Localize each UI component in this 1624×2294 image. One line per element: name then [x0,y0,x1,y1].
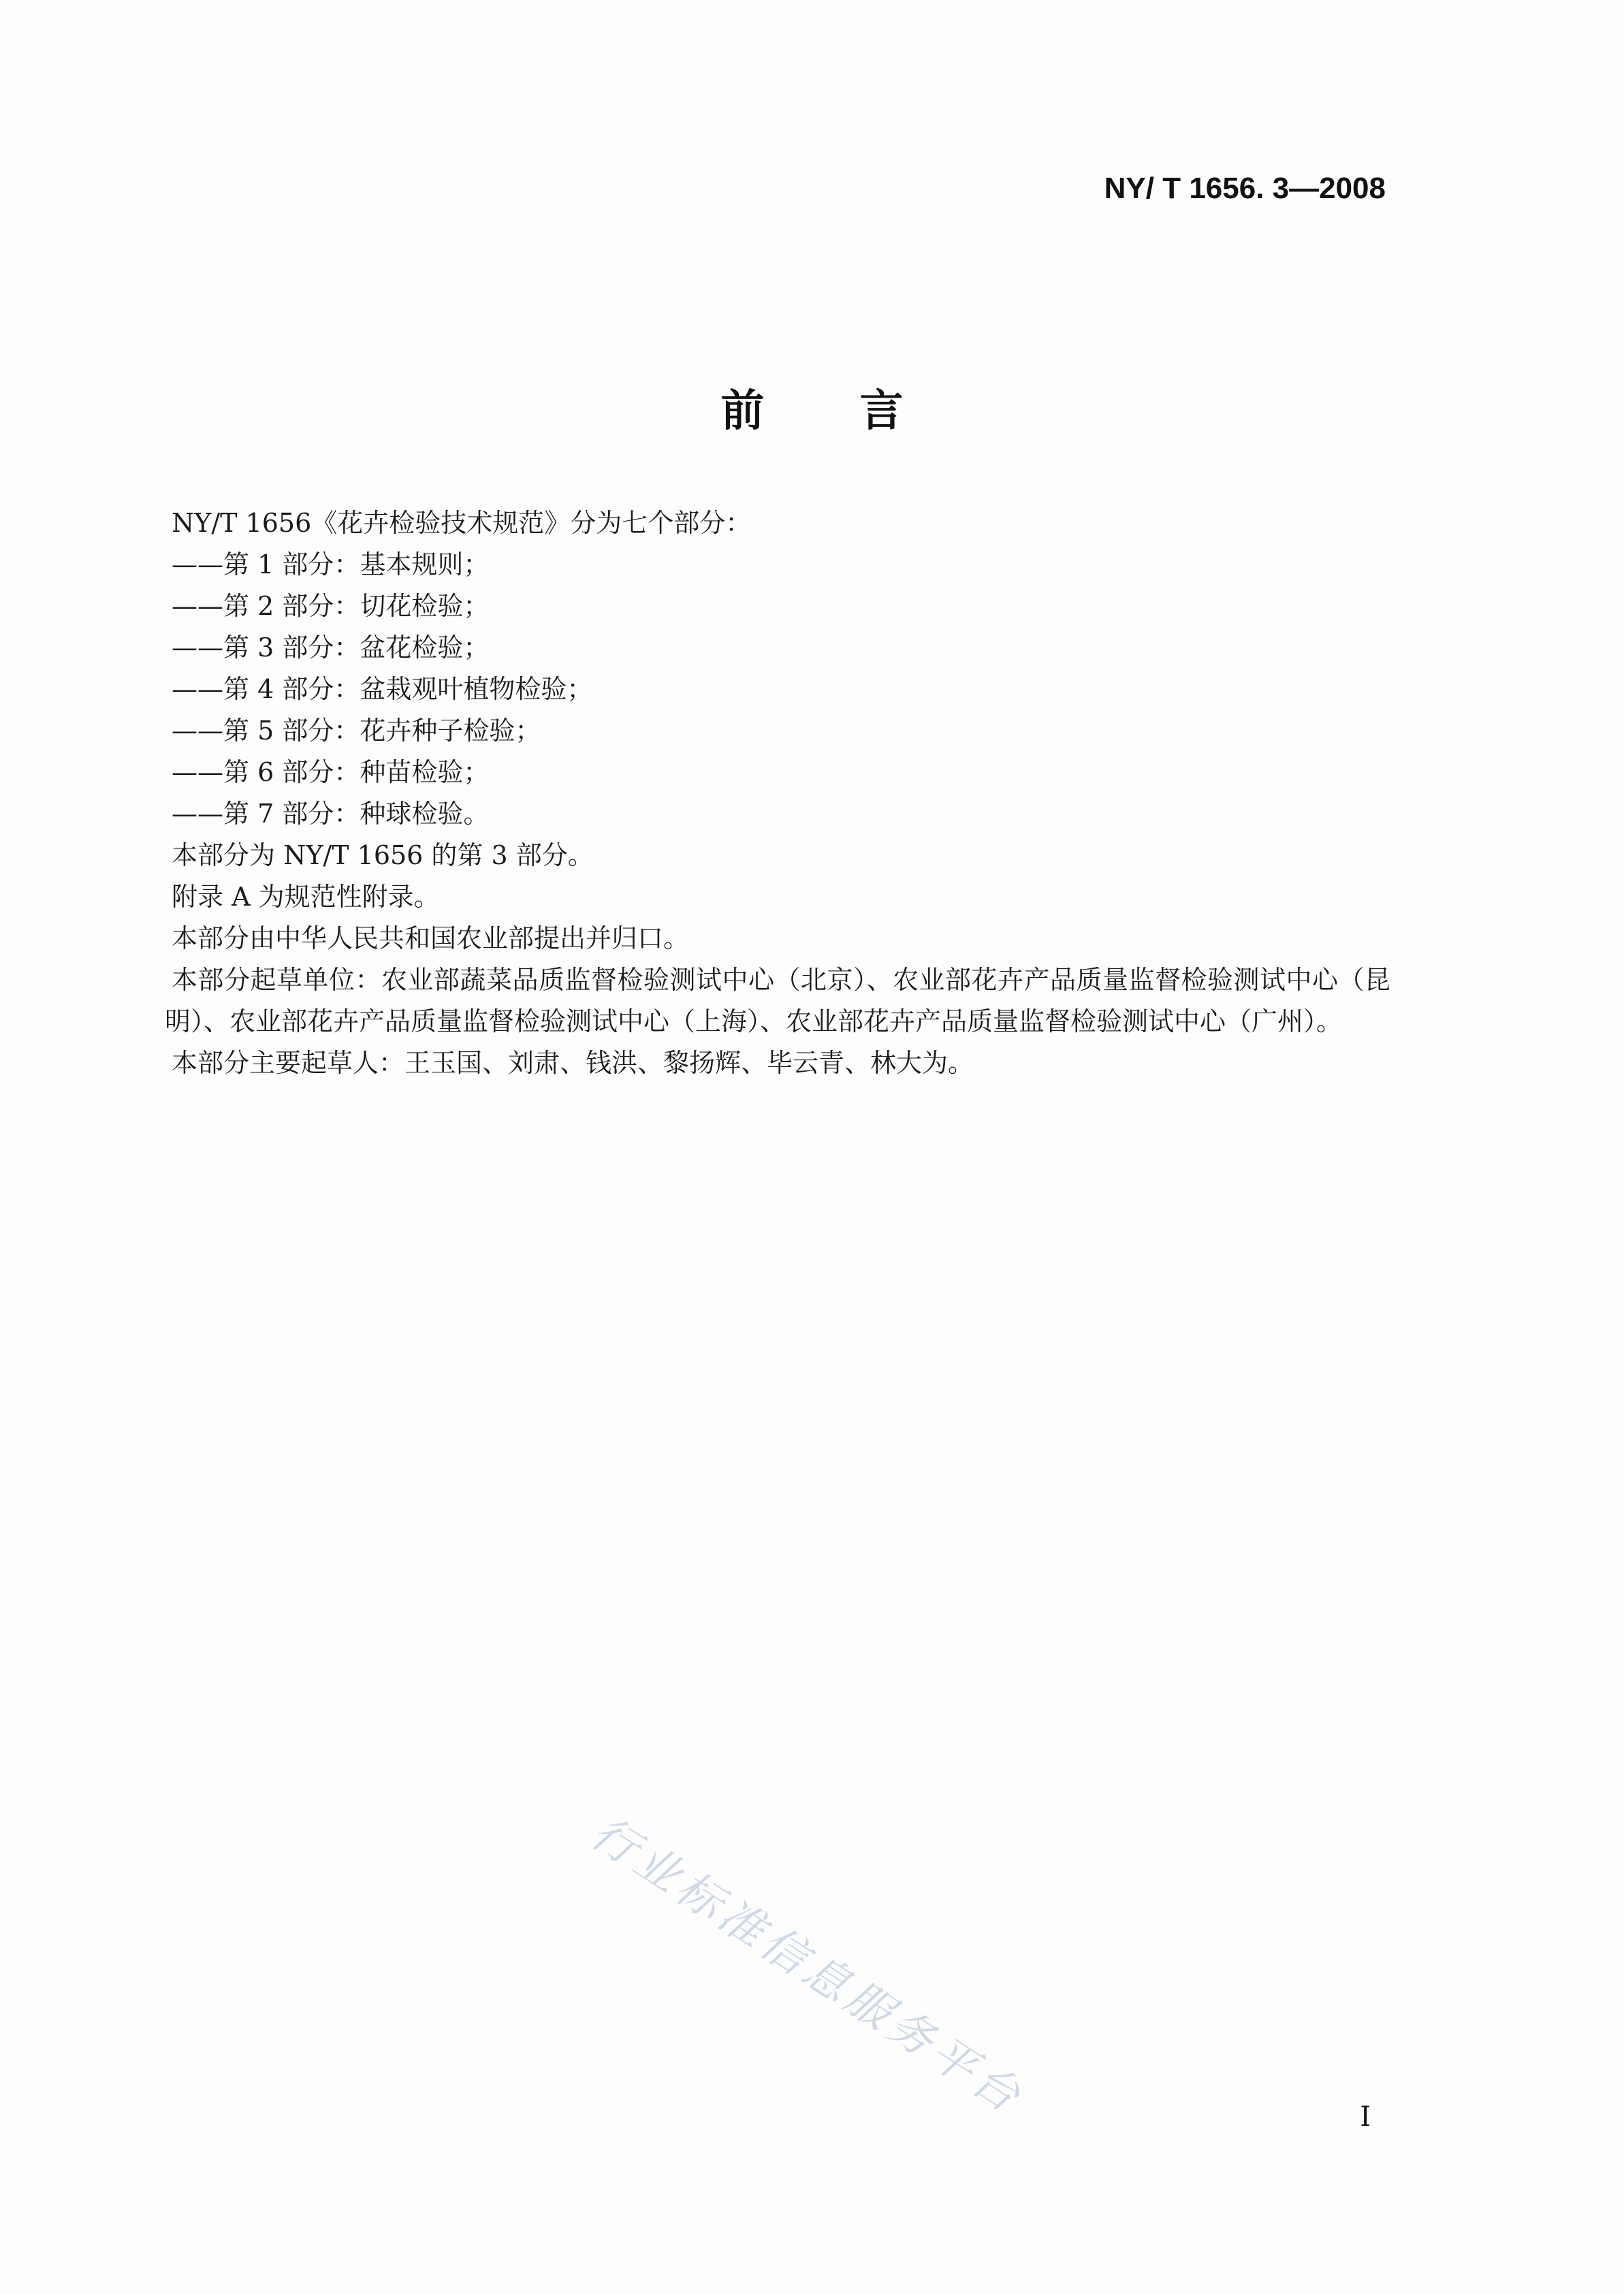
part-item-4: ——第 4 部分：盆栽观叶植物检验； [172,674,593,704]
foreword-body [165,503,1390,1084]
drafters: 本部分主要起草人：王玉国、刘肃、钱洪、黎扬辉、毕云青、林大为。 [172,1048,974,1078]
part-item-1: ——第 1 部分：基本规则； [172,549,490,579]
part-item-2: ——第 2 部分：切花检验； [172,591,490,621]
page-title: 前言 [720,386,999,436]
page-number: I [1360,2101,1371,2133]
part-item-7: ——第 7 部分：种球检验。 [172,799,490,829]
part-statement: 本部分为 NY/T 1656 的第 3 部分。 [172,840,594,870]
annex-statement: 附录 A 为规范性附录。 [172,882,440,912]
drafting-units: 本部分起草单位：农业部蔬菜品质监督检验测试中心（北京）、农业部花卉产品质量监督检验测试中心（昆明）、农业部花卉产品质量监督检验测试中心（上海）、农业部花卉产品质量监督检验测试中心（广州）。 [165,965,1390,1036]
standard-code: NY/ T 1656. 3—2008 [1104,172,1386,205]
intro-line: NY/T 1656《花卉检验技术规范》分为七个部分： [172,508,752,538]
part-item-5: ——第 5 部分：花卉种子检验； [172,716,541,746]
part-item-3: ——第 3 部分：盆花检验； [172,633,490,663]
watermark-text: 行业标准信息服务平台 [582,1806,1034,2125]
part-item-6: ——第 6 部分：种苗检验； [172,757,490,787]
proposer-statement: 本部分由中华人民共和国农业部提出并归口。 [172,923,690,953]
